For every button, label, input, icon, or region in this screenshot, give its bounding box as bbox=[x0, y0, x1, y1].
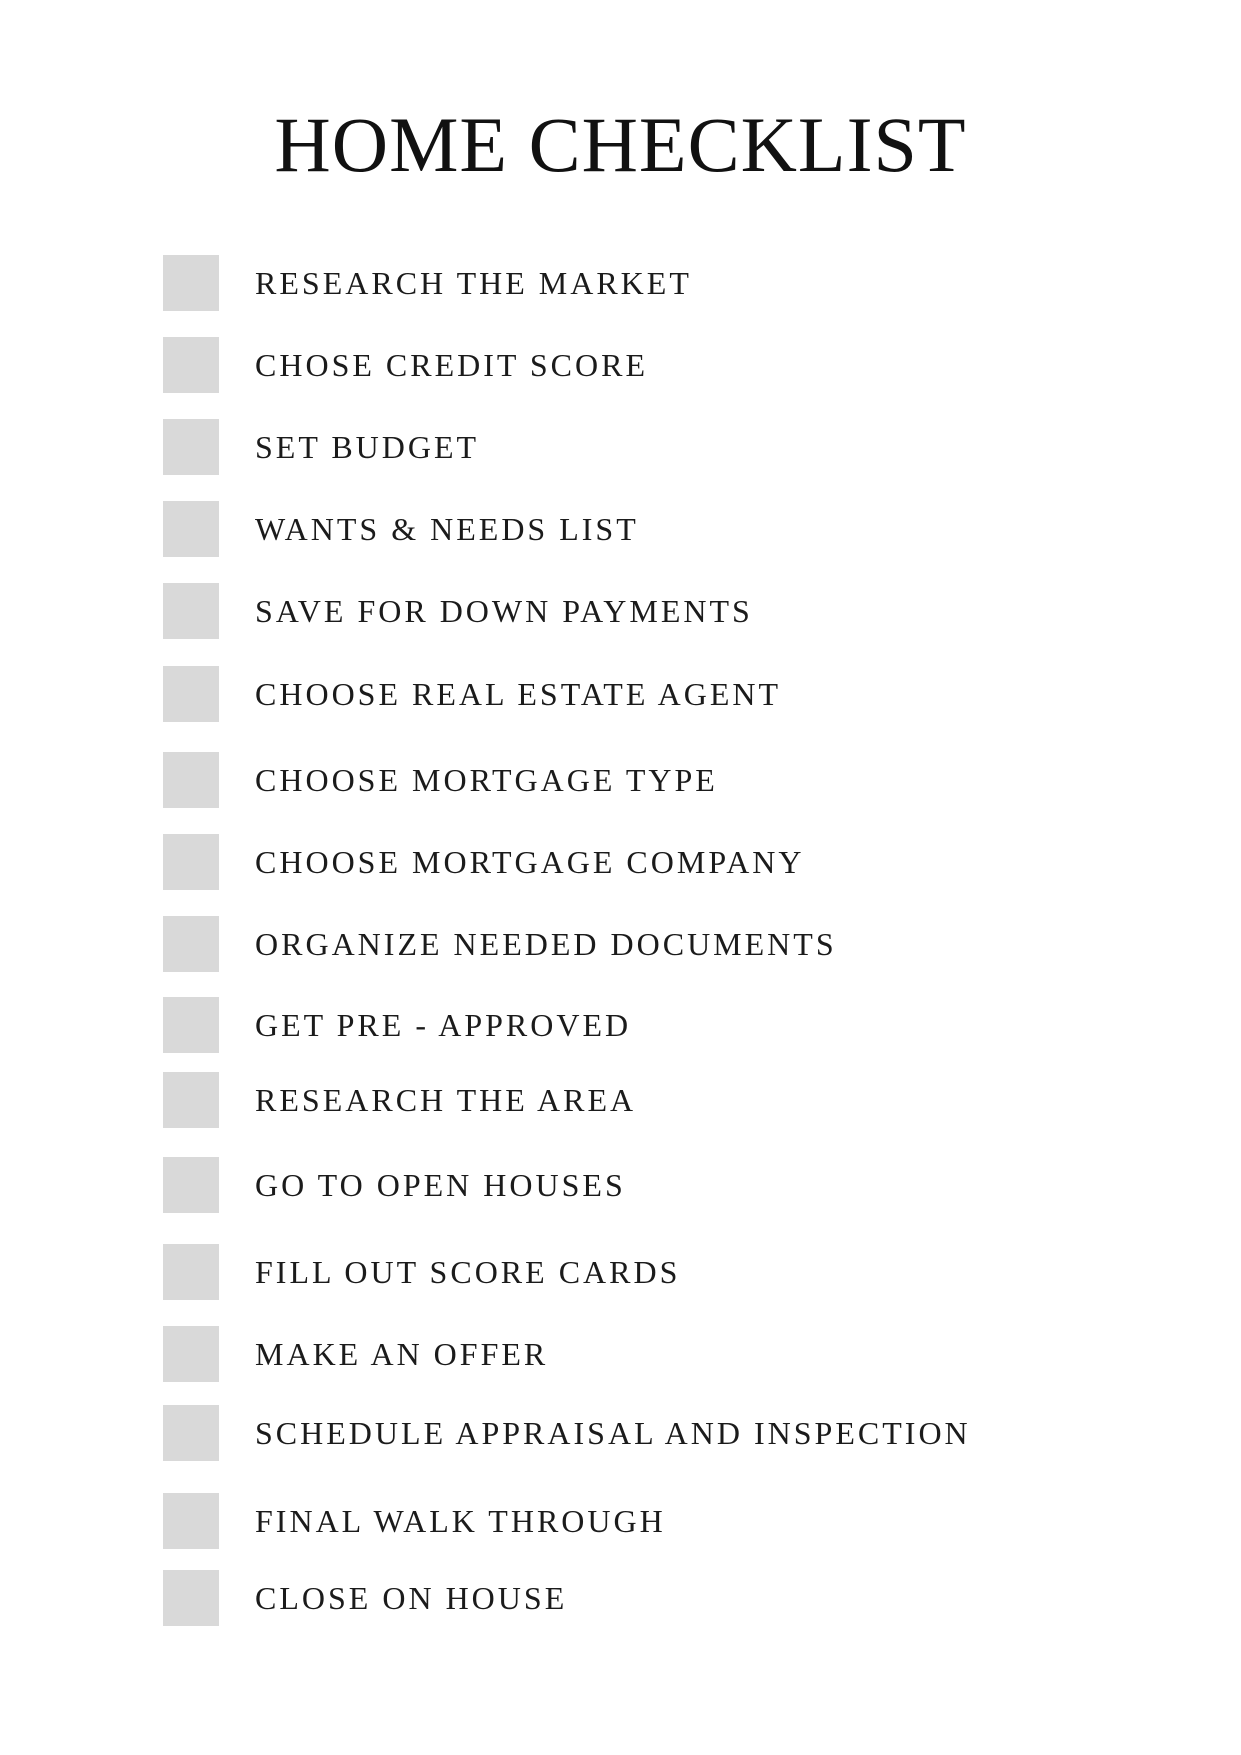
checkbox[interactable] bbox=[163, 1493, 219, 1549]
checklist-item-label: ORGANIZE NEEDED DOCUMENTS bbox=[255, 926, 837, 962]
checkbox[interactable] bbox=[163, 752, 219, 808]
checklist-item-label: RESEARCH THE AREA bbox=[255, 1082, 637, 1118]
checklist-item-label: GO TO OPEN HOUSES bbox=[255, 1167, 626, 1203]
checkbox[interactable] bbox=[163, 1326, 219, 1382]
checkbox[interactable] bbox=[163, 1570, 219, 1626]
checkbox[interactable] bbox=[163, 666, 219, 722]
checklist-item-label: RESEARCH THE MARKET bbox=[255, 265, 692, 301]
checklist-item-label: SET BUDGET bbox=[255, 429, 480, 465]
checklist-row bbox=[163, 1157, 626, 1213]
checklist-row bbox=[163, 501, 639, 557]
checklist-item-label: MAKE AN OFFER bbox=[255, 1336, 549, 1372]
page-title: HOME CHECKLIST bbox=[274, 101, 967, 188]
checkbox[interactable] bbox=[163, 1405, 219, 1461]
checkbox[interactable] bbox=[163, 834, 219, 890]
checklist-row bbox=[163, 255, 692, 311]
checklist-item-label: CHOOSE REAL ESTATE AGENT bbox=[255, 676, 782, 712]
checkbox[interactable] bbox=[163, 419, 219, 475]
checkbox[interactable] bbox=[163, 1244, 219, 1300]
checklist-row bbox=[163, 752, 718, 808]
checklist-row bbox=[163, 1072, 636, 1128]
checkbox[interactable] bbox=[163, 255, 219, 311]
checklist-item-label: WANTS & NEEDS LIST bbox=[255, 511, 639, 547]
checklist-row bbox=[163, 666, 781, 722]
checkbox[interactable] bbox=[163, 501, 219, 557]
checklist-row bbox=[163, 1244, 680, 1300]
checklist-item-label: SCHEDULE APPRAISAL AND INSPECTION bbox=[255, 1415, 971, 1451]
checkbox[interactable] bbox=[163, 916, 219, 972]
checkbox[interactable] bbox=[163, 337, 219, 393]
checklist-row bbox=[163, 419, 479, 475]
checklist-item-label: FILL OUT SCORE CARDS bbox=[255, 1254, 681, 1290]
checklist-item-label: CLOSE ON HOUSE bbox=[255, 1580, 568, 1616]
checklist-item-label: CHOOSE MORTGAGE COMPANY bbox=[255, 844, 805, 880]
checkbox[interactable] bbox=[163, 583, 219, 639]
checkbox[interactable] bbox=[163, 1072, 219, 1128]
checklist-row bbox=[163, 1405, 971, 1461]
checklist-row bbox=[163, 916, 837, 972]
checklist-row bbox=[163, 1570, 567, 1626]
checklist-row bbox=[163, 997, 631, 1053]
checkbox[interactable] bbox=[163, 1157, 219, 1213]
checklist-row bbox=[163, 337, 648, 393]
checklist-item-label: CHOOSE MORTGAGE TYPE bbox=[255, 762, 718, 798]
checklist-item-label: FINAL WALK THROUGH bbox=[255, 1503, 666, 1539]
checklist-item-label: GET PRE - APPROVED bbox=[255, 1007, 632, 1043]
checklist-row bbox=[163, 1493, 666, 1549]
checklist-item-label: CHOSE CREDIT SCORE bbox=[255, 347, 649, 383]
checklist-row bbox=[163, 583, 753, 639]
checkbox[interactable] bbox=[163, 997, 219, 1053]
checklist-item-label: SAVE FOR DOWN PAYMENTS bbox=[255, 593, 753, 629]
checklist-row bbox=[163, 1326, 548, 1382]
checklist-row bbox=[163, 834, 805, 890]
